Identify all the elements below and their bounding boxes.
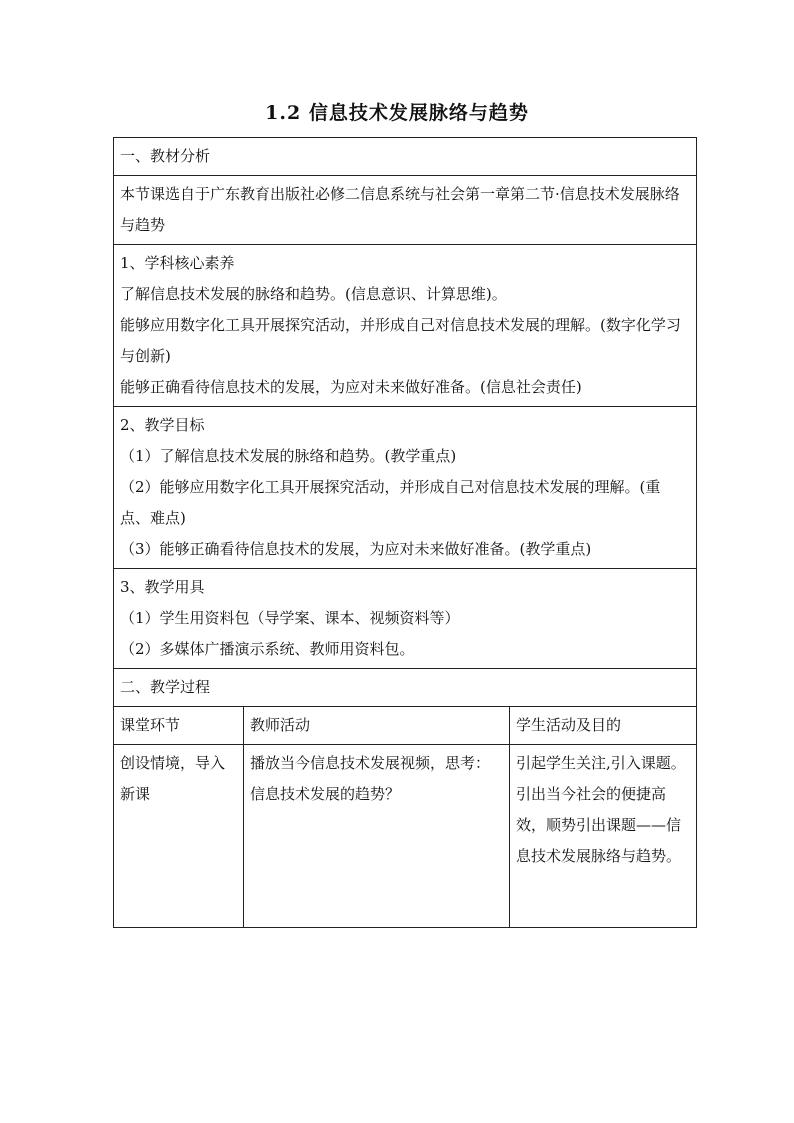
process-column-header-row [114, 707, 697, 745]
goals-cell [114, 407, 697, 569]
tools-row [114, 569, 697, 669]
analysis-body-row [114, 176, 697, 245]
tool-item: （1）学生用资料包（导学案、课本、视频资料等） [120, 609, 460, 627]
page-title: 1.2 信息技术发展脉络与趋势 [265, 102, 529, 124]
tools-cell [114, 569, 697, 669]
literacy-heading: 1、学科核心素养 [120, 254, 235, 272]
column-header-stage: 课堂环节 [114, 707, 244, 745]
column-header-teacher: 教师活动 [244, 707, 510, 745]
column-header-student: 学生活动及目的 [510, 707, 697, 745]
literacy-item: 了解信息技术发展的脉络和趋势。(信息意识、计算思维)。 [120, 285, 507, 303]
process-heading: 二、教学过程 [114, 669, 697, 707]
literacy-row [114, 245, 697, 407]
goal-item: （2）能够应用数字化工具开展探究活动，并形成自己对信息技术发展的理解。(重点、难点) [120, 478, 661, 527]
literacy-cell [114, 245, 697, 407]
process-row [114, 745, 697, 928]
literacy-item: 能够应用数字化工具开展探究活动，并形成自己对信息技术发展的理解。(数字化学习与创新) [120, 316, 681, 365]
goals-heading: 2、教学目标 [120, 416, 205, 434]
process-student-cell: 引起学生关注,引入课题。引出当今社会的便捷高效，顺势引出课题——信息技术发展脉络与趋势。 [510, 745, 697, 928]
process-teacher-cell: 播放当今信息技术发展视频，思考：信息技术发展的趋势？ [244, 745, 510, 928]
lesson-plan-table [113, 137, 697, 928]
analysis-text: 本节课选自于广东教育出版社必修二信息系统与社会第一章第二节·信息技术发展脉络与趋势 [114, 176, 697, 245]
tools-heading: 3、教学用具 [120, 578, 205, 596]
analysis-heading-row [114, 138, 697, 176]
literacy-item: 能够正确看待信息技术的发展，为应对未来做好准备。(信息社会责任) [120, 378, 582, 396]
goal-item: （1）了解信息技术发展的脉络和趋势。(教学重点) [120, 447, 457, 465]
analysis-heading: 一、教材分析 [114, 138, 697, 176]
process-heading-row [114, 669, 697, 707]
goal-item: （3）能够正确看待信息技术的发展，为应对未来做好准备。(教学重点) [120, 540, 592, 558]
process-stage-cell: 创设情境，导入新课 [114, 745, 244, 928]
goals-row [114, 407, 697, 569]
tool-item: （2）多媒体广播演示系统、教师用资料包。 [120, 640, 415, 658]
